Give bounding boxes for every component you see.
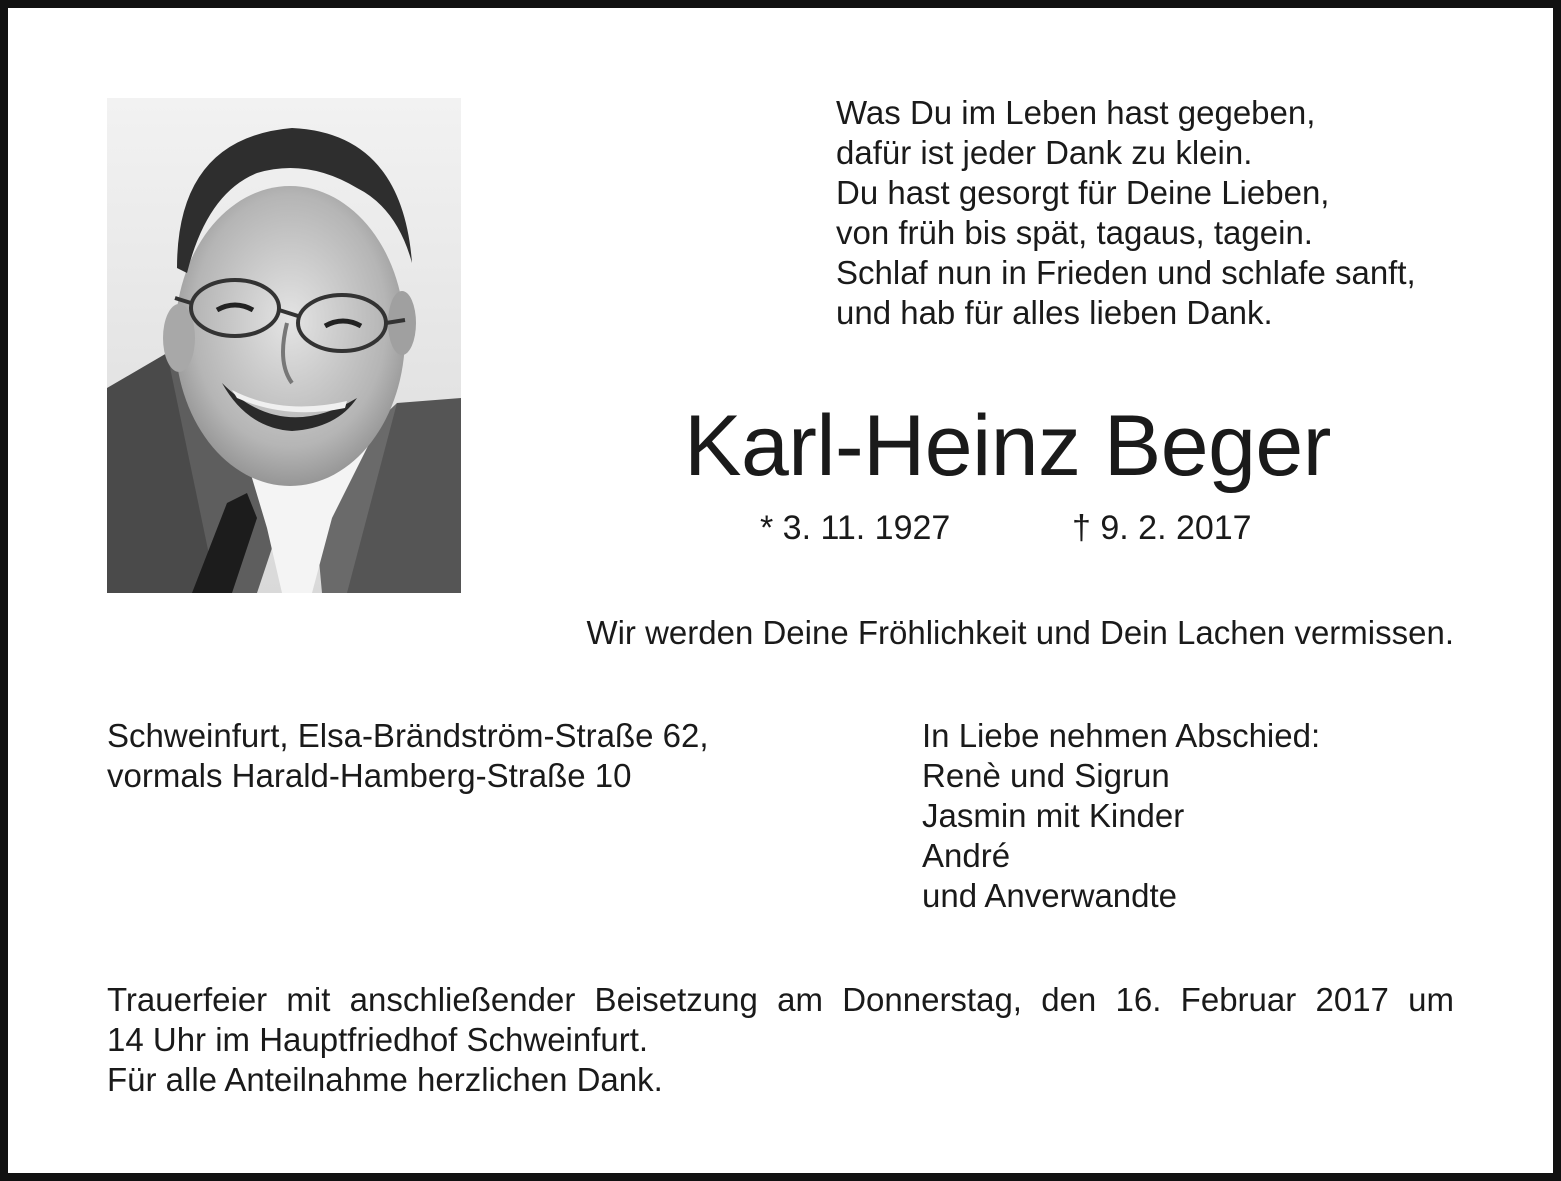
address [107, 716, 709, 796]
portrait-image [107, 98, 461, 593]
mourner-name: und Anverwandte [922, 877, 1178, 914]
mourner-name: André [922, 837, 1011, 874]
mourners-heading: In Liebe nehmen Abschied: [922, 717, 1321, 754]
address-line: Schweinfurt, Elsa-Brändström-Straße 62, [107, 717, 709, 754]
service-line: 14 Uhr im Hauptfriedhof Schweinfurt. [107, 1021, 649, 1058]
mourner-name: Renè und Sigrun [922, 757, 1170, 794]
poem-line: Was Du im Leben hast gegeben, [836, 94, 1316, 131]
funeral-service-notice [107, 980, 1454, 1100]
address-line: vormals Harald-Hamberg-Straße 10 [107, 757, 632, 794]
poem-line: und hab für alles lieben Dank. [836, 294, 1273, 331]
deceased-name: Karl-Heinz Beger [684, 398, 1331, 494]
birth-date: * 3. 11. 1927 [760, 509, 951, 547]
poem-line: von früh bis spät, tagaus, tagein. [836, 214, 1313, 251]
mourner-name: Jasmin mit Kinder [922, 797, 1185, 834]
memorial-motto: Wir werden Deine Fröhlichkeit und Dein Lachen vermissen. [586, 614, 1454, 651]
portrait-photo [107, 98, 461, 593]
poem [836, 93, 1416, 333]
poem-line: Schlaf nun in Frieden und schlafe sanft, [836, 254, 1416, 291]
poem-line: Du hast gesorgt für Deine Lieben, [836, 174, 1330, 211]
mourners-list [922, 716, 1320, 916]
service-line: Für alle Anteilnahme herzlichen Dank. [107, 1061, 663, 1098]
service-line: Trauerfeier mit anschließender Beisetzung am Donnerstag, den 16. Februar 2017 um [107, 981, 1454, 1018]
death-date: † 9. 2. 2017 [1072, 509, 1252, 547]
poem-line: dafür ist jeder Dank zu klein. [836, 134, 1253, 171]
